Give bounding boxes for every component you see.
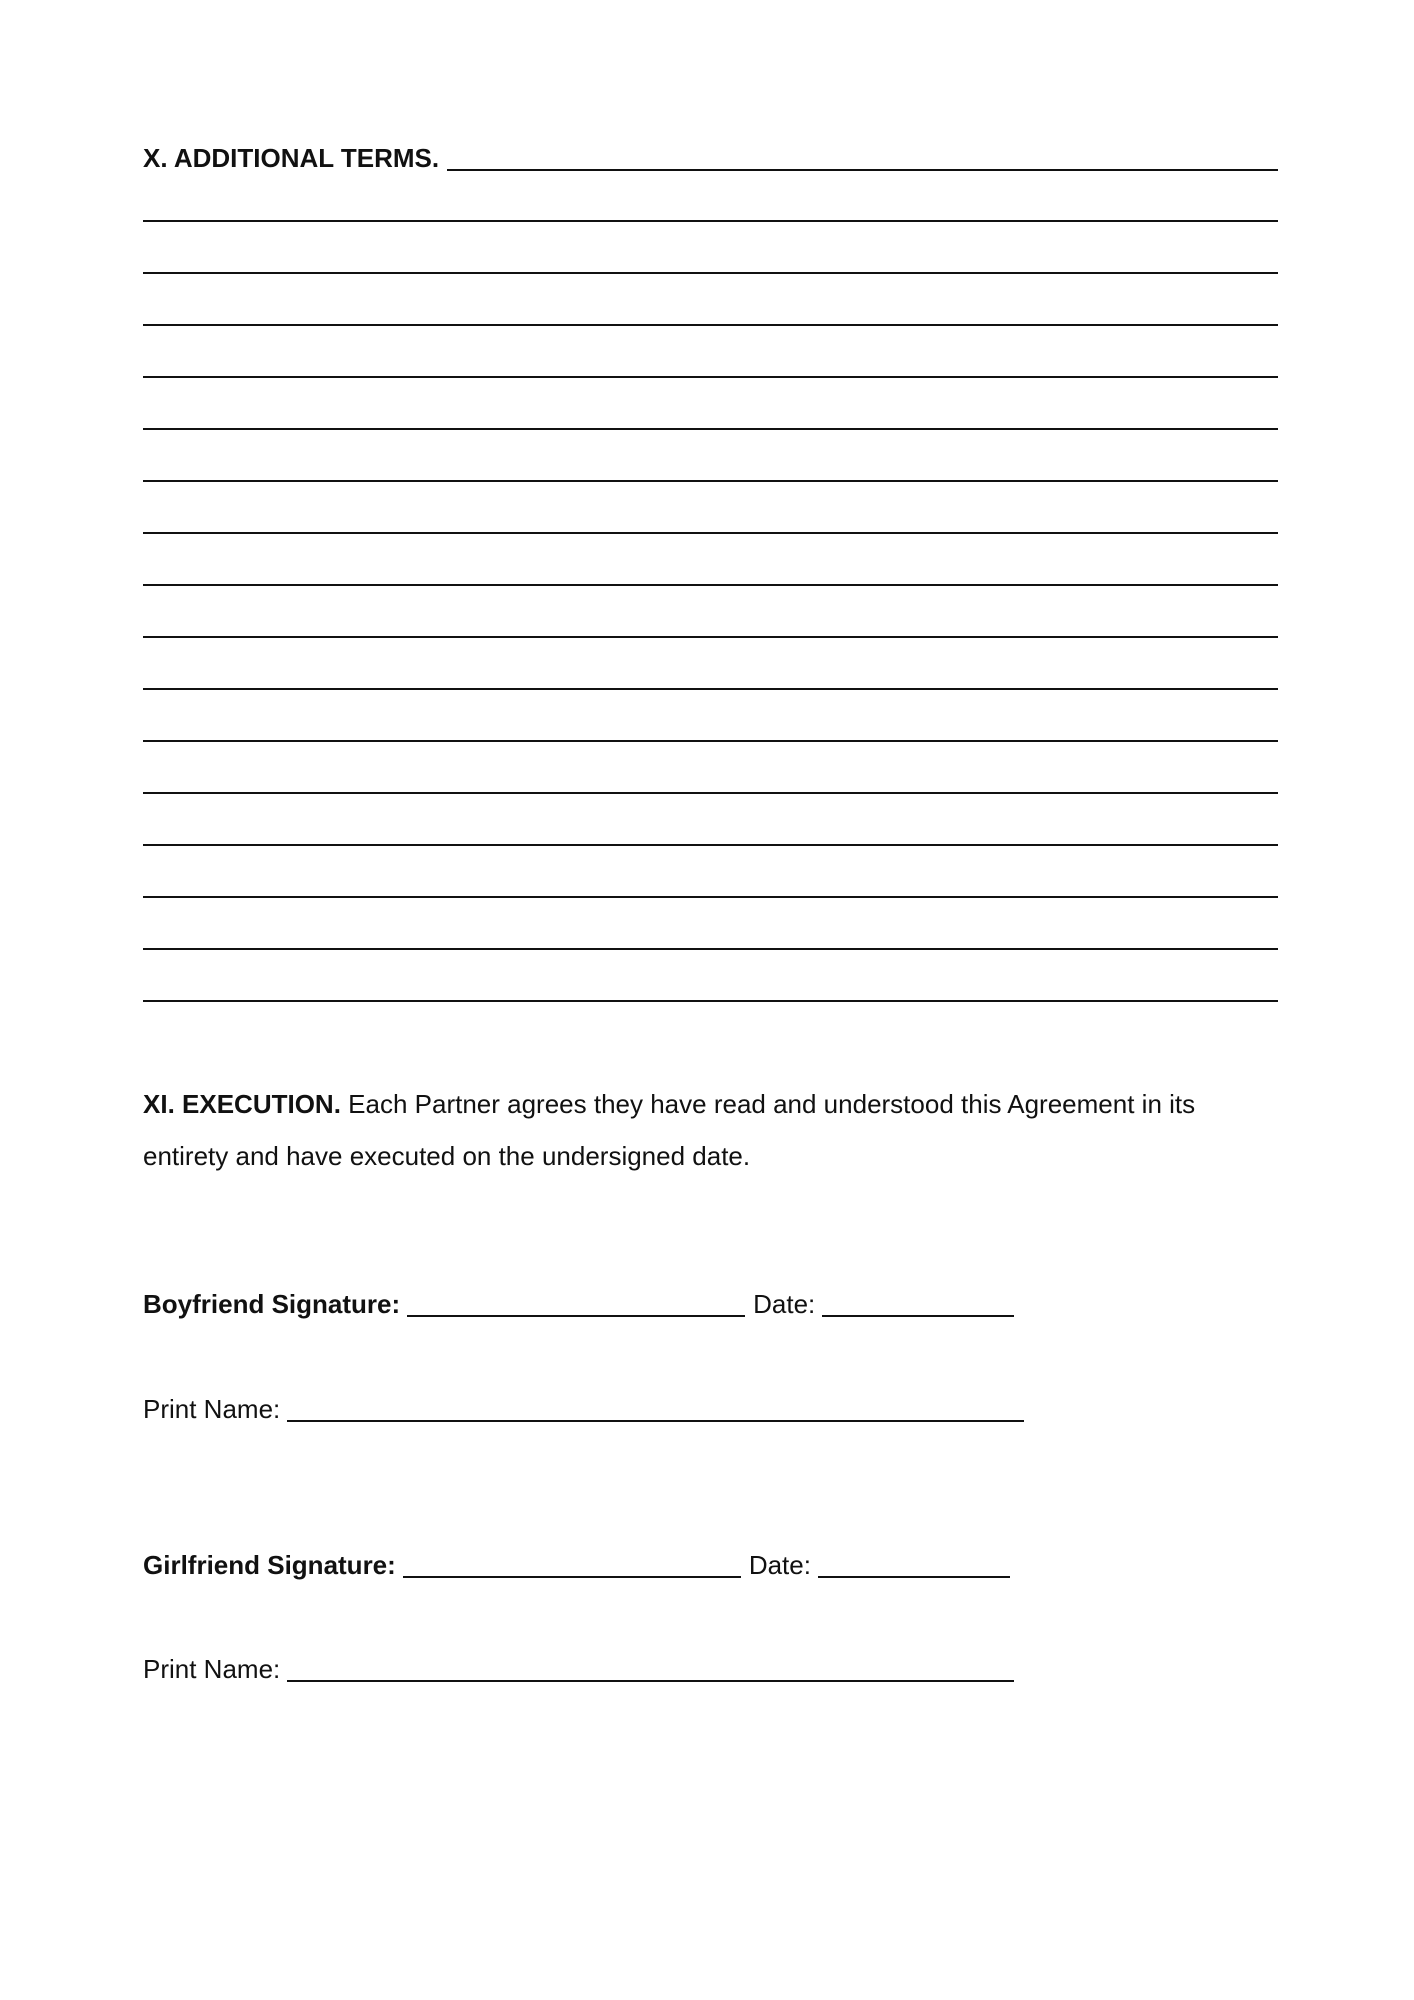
- boyfriend-signature-row: [143, 1286, 1014, 1322]
- additional-terms-line[interactable]: [143, 1000, 1278, 1002]
- additional-terms-line[interactable]: [143, 220, 1278, 222]
- execution-heading: XI. EXECUTION.: [143, 1089, 341, 1119]
- boyfriend-signature-field[interactable]: [407, 1315, 745, 1317]
- additional-terms-line[interactable]: [143, 480, 1278, 482]
- girlfriend-signature-field[interactable]: [403, 1576, 741, 1578]
- boyfriend-date-field[interactable]: [822, 1315, 1014, 1317]
- additional-terms-line[interactable]: [143, 740, 1278, 742]
- additional-terms-line[interactable]: [143, 948, 1278, 950]
- boyfriend-print-name-label: Print Name:: [143, 1394, 281, 1424]
- girlfriend-date-label: Date:: [748, 1550, 811, 1580]
- additional-terms-line[interactable]: [143, 584, 1278, 586]
- boyfriend-print-name-field[interactable]: [287, 1420, 1024, 1422]
- additional-terms-line[interactable]: [143, 376, 1278, 378]
- boyfriend-print-name-row: [143, 1391, 1024, 1427]
- additional-terms-line[interactable]: [143, 844, 1278, 846]
- boyfriend-date-label: Date:: [753, 1289, 816, 1319]
- additional-terms-line[interactable]: [143, 792, 1278, 794]
- execution-text: Each Partner agrees they have read and understood this Agreement in its entirety and have executed on the undersigned date.: [143, 1089, 1196, 1171]
- girlfriend-signature-row: [143, 1547, 1010, 1583]
- girlfriend-print-name-label: Print Name:: [143, 1654, 281, 1684]
- additional-terms-line[interactable]: [143, 532, 1278, 534]
- execution-paragraph: [143, 1078, 1283, 1182]
- girlfriend-print-name-row: [143, 1651, 1014, 1687]
- additional-terms-line[interactable]: [143, 272, 1278, 274]
- girlfriend-print-name-field[interactable]: [287, 1680, 1014, 1682]
- additional-terms-line[interactable]: [143, 896, 1278, 898]
- additional-terms-line[interactable]: [143, 324, 1278, 326]
- girlfriend-date-field[interactable]: [818, 1576, 1010, 1578]
- additional-terms-line[interactable]: [143, 428, 1278, 430]
- additional-terms-heading-row: [143, 140, 1278, 176]
- additional-terms-line[interactable]: [143, 688, 1278, 690]
- additional-terms-heading: X. ADDITIONAL TERMS.: [143, 143, 440, 173]
- additional-terms-line[interactable]: [143, 636, 1278, 638]
- additional-terms-blank-line[interactable]: [447, 169, 1278, 171]
- girlfriend-signature-label: Girlfriend Signature:: [143, 1550, 396, 1580]
- boyfriend-signature-label: Boyfriend Signature:: [143, 1289, 401, 1319]
